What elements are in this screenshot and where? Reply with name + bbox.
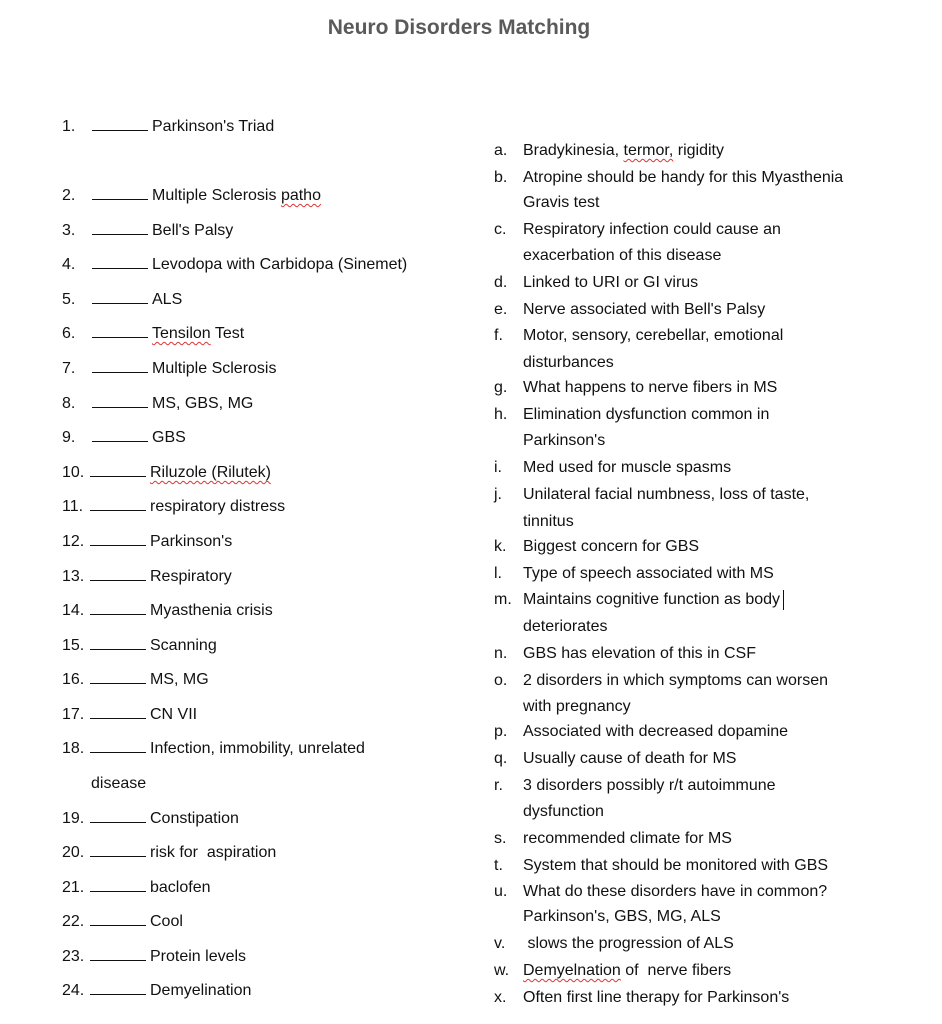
choice-text: System that should be monitored with GBS xyxy=(523,857,829,874)
answer-blank[interactable] xyxy=(90,842,146,857)
choice-text: rigidity xyxy=(673,142,724,159)
choice-letter: e. xyxy=(494,301,508,318)
list-item xyxy=(62,946,246,968)
choice-text: Nerve associated with Bell's Palsy xyxy=(523,301,766,318)
answer-blank[interactable] xyxy=(90,496,146,511)
choice-text: Maintains cognitive function as body xyxy=(523,591,781,608)
choice-text: Biggest concern for GBS xyxy=(523,538,700,555)
answer-blank[interactable] xyxy=(90,462,146,477)
choice-letter: g. xyxy=(494,379,508,396)
spellcheck-word: Tensilon xyxy=(152,325,211,342)
item-number: 5. xyxy=(62,291,76,308)
choice-letter: k. xyxy=(494,538,507,555)
answer-choice xyxy=(494,748,736,770)
choice-letter: q. xyxy=(494,750,508,767)
answer-choice xyxy=(494,881,827,903)
choice-letter: m. xyxy=(494,591,512,608)
answer-blank[interactable] xyxy=(92,254,148,269)
item-text: Cool xyxy=(150,913,183,930)
list-item xyxy=(62,566,232,588)
choice-text-continuation: with pregnancy xyxy=(523,698,631,715)
item-number: 6. xyxy=(62,325,76,342)
answer-blank[interactable] xyxy=(90,704,146,719)
choice-letter: s. xyxy=(494,830,507,847)
item-number: 12. xyxy=(62,533,85,550)
choice-letter: f. xyxy=(494,327,503,344)
spellcheck-word: termor, xyxy=(623,142,674,159)
choice-text: Respiratory infection could cause an xyxy=(523,221,781,238)
answer-blank[interactable] xyxy=(90,808,146,823)
item-number: 22. xyxy=(62,913,85,930)
answer-blank[interactable] xyxy=(92,116,148,131)
item-text: Demyelination xyxy=(150,982,252,999)
choice-text-continuation: Gravis test xyxy=(523,194,600,211)
choice-text: 2 disorders in which symptoms can worsen xyxy=(523,672,829,689)
item-text: Parkinson's Triad xyxy=(152,118,275,135)
item-text: Test xyxy=(210,325,245,342)
choice-text-continuation: dysfunction xyxy=(523,803,604,820)
item-number: 9. xyxy=(62,429,76,446)
answer-blank[interactable] xyxy=(92,323,148,338)
item-number: 14. xyxy=(62,602,85,619)
list-item xyxy=(62,877,211,899)
list-item xyxy=(62,220,233,242)
answer-choice xyxy=(494,670,828,692)
answer-choice xyxy=(494,643,756,665)
answer-choice xyxy=(494,589,784,611)
item-text: Scanning xyxy=(150,637,217,654)
list-item xyxy=(62,393,253,415)
choice-text: Associated with decreased dopamine xyxy=(523,723,789,740)
choice-text: Usually cause of death for MS xyxy=(523,750,737,767)
choice-text: What do these disorders have in common? xyxy=(523,883,828,900)
item-number: 23. xyxy=(62,948,85,965)
answer-blank[interactable] xyxy=(90,531,146,546)
item-number: 4. xyxy=(62,256,76,273)
choice-text-continuation: deteriorates xyxy=(523,618,608,635)
choice-text: Elimination dysfunction common in xyxy=(523,406,770,423)
choice-text-continuation: exacerbation of this disease xyxy=(523,247,722,264)
answer-blank[interactable] xyxy=(92,220,148,235)
list-item xyxy=(62,669,209,691)
answer-choice xyxy=(494,219,781,241)
item-text: Protein levels xyxy=(150,948,247,965)
choice-text: Med used for muscle spasms xyxy=(523,459,732,476)
choice-letter: c. xyxy=(494,221,507,238)
list-item xyxy=(62,808,239,830)
choice-text: Atropine should be handy for this Myasthenia xyxy=(523,169,844,186)
item-number: 1. xyxy=(62,118,76,135)
page-title: Neuro Disorders Matching xyxy=(327,16,591,39)
choice-text: Motor, sensory, cerebellar, emotional xyxy=(523,327,784,344)
choice-letter: x. xyxy=(494,989,507,1006)
choice-letter: t. xyxy=(494,857,503,874)
choice-text: Unilateral facial numbness, loss of taste, xyxy=(523,486,810,503)
answer-blank[interactable] xyxy=(90,980,146,995)
list-item xyxy=(62,980,251,1002)
answer-choice xyxy=(494,299,765,321)
answer-choice xyxy=(494,484,809,506)
list-item xyxy=(62,496,285,518)
item-number: 2. xyxy=(62,187,76,204)
answer-blank[interactable] xyxy=(90,669,146,684)
item-number: 10. xyxy=(62,464,85,481)
answer-blank[interactable] xyxy=(90,911,146,926)
list-item xyxy=(62,531,232,553)
answer-choice xyxy=(494,855,828,877)
list-item xyxy=(62,635,217,657)
answer-choice xyxy=(494,140,724,162)
answer-choice xyxy=(494,721,788,743)
item-number: 17. xyxy=(62,706,85,723)
item-text: Multiple Sclerosis xyxy=(152,360,277,377)
item-number: 3. xyxy=(62,222,76,239)
item-text: risk for aspiration xyxy=(150,844,277,861)
answer-choice xyxy=(494,457,731,479)
item-text: Bell's Palsy xyxy=(152,222,234,239)
item-text: GBS xyxy=(152,429,186,446)
answer-blank[interactable] xyxy=(90,566,146,581)
list-item xyxy=(62,289,182,311)
item-text: Parkinson's xyxy=(150,533,233,550)
list-item xyxy=(62,600,273,622)
answer-choice xyxy=(494,272,698,294)
answer-blank[interactable] xyxy=(92,358,148,373)
item-text-continuation: disease xyxy=(91,775,147,792)
choice-letter: j. xyxy=(494,486,502,503)
answer-blank[interactable] xyxy=(92,289,148,304)
answer-choice xyxy=(494,960,731,982)
choice-text: slows the progression of ALS xyxy=(523,935,734,952)
item-text: Infection, immobility, unrelated xyxy=(150,740,365,757)
answer-choice xyxy=(494,377,777,399)
answer-blank[interactable] xyxy=(90,738,146,753)
item-text: MS, MG xyxy=(150,671,209,688)
answer-blank[interactable] xyxy=(92,393,148,408)
choice-text: Linked to URI or GI virus xyxy=(523,274,699,291)
choice-text: Type of speech associated with MS xyxy=(523,565,774,582)
choice-text: 3 disorders possibly r/t autoimmune xyxy=(523,777,776,794)
item-number: 7. xyxy=(62,360,76,377)
item-number: 21. xyxy=(62,879,85,896)
list-item xyxy=(62,462,271,484)
choice-letter: i. xyxy=(494,459,502,476)
spellcheck-word: Demyelnation xyxy=(523,962,621,979)
item-text: Myasthenia crisis xyxy=(150,602,273,619)
choice-text-continuation: Parkinson's xyxy=(523,432,606,449)
choice-letter: u. xyxy=(494,883,508,900)
item-text: ALS xyxy=(152,291,183,308)
choice-text: Bradykinesia, xyxy=(523,142,624,159)
answer-choice xyxy=(494,563,774,585)
choice-text: Often first line therapy for Parkinson's xyxy=(523,989,790,1006)
answer-choice xyxy=(494,536,699,558)
list-item xyxy=(62,427,186,449)
answer-blank[interactable] xyxy=(90,635,146,650)
choice-letter: p. xyxy=(494,723,508,740)
choice-text-continuation: disturbances xyxy=(523,354,614,371)
choice-letter: a. xyxy=(494,142,508,159)
list-item xyxy=(62,911,183,933)
choice-text-continuation: Parkinson's, GBS, MG, ALS xyxy=(523,908,721,925)
choice-text: of nerve fibers xyxy=(620,962,732,979)
list-item xyxy=(62,842,276,864)
answer-choice xyxy=(494,987,789,1009)
item-text: baclofen xyxy=(150,879,211,896)
list-item xyxy=(62,185,321,207)
list-item xyxy=(62,116,274,138)
item-number: 13. xyxy=(62,568,85,585)
item-number: 20. xyxy=(62,844,85,861)
list-item xyxy=(62,358,276,380)
choice-letter: h. xyxy=(494,406,508,423)
list-item xyxy=(62,704,197,726)
answer-blank[interactable] xyxy=(92,185,148,200)
text-cursor xyxy=(783,590,784,610)
choice-letter: n. xyxy=(494,645,508,662)
answer-blank[interactable] xyxy=(90,877,146,892)
item-text: Constipation xyxy=(150,810,239,827)
spellcheck-word: Riluzole (Rilutek) xyxy=(150,464,271,481)
list-item xyxy=(62,738,365,760)
answer-choice xyxy=(494,775,776,797)
choice-letter: v. xyxy=(494,935,506,952)
item-number: 11. xyxy=(62,498,84,515)
item-text: MS, GBS, MG xyxy=(152,395,254,412)
choice-letter: w. xyxy=(494,962,510,979)
choice-letter: l. xyxy=(494,565,502,582)
choice-text: recommended climate for MS xyxy=(523,830,732,847)
answer-blank[interactable] xyxy=(92,427,148,442)
list-item xyxy=(62,323,244,345)
choice-letter: o. xyxy=(494,672,508,689)
answer-choice xyxy=(494,167,843,189)
answer-choice xyxy=(494,404,769,426)
item-number: 15. xyxy=(62,637,85,654)
item-text: Respiratory xyxy=(150,568,232,585)
item-number: 8. xyxy=(62,395,76,412)
item-number: 18. xyxy=(62,740,85,757)
answer-choice xyxy=(494,325,783,347)
item-text: CN VII xyxy=(150,706,198,723)
choice-text: What happens to nerve fibers in MS xyxy=(523,379,778,396)
answer-blank[interactable] xyxy=(90,946,146,961)
answer-blank[interactable] xyxy=(90,600,146,615)
item-number: 16. xyxy=(62,671,85,688)
item-text: respiratory distress xyxy=(150,498,286,515)
answer-choice xyxy=(494,828,732,850)
item-number: 19. xyxy=(62,810,85,827)
spellcheck-word: patho xyxy=(280,187,321,204)
choice-text-continuation: tinnitus xyxy=(523,513,574,530)
choice-letter: r. xyxy=(494,777,503,794)
list-item xyxy=(62,254,407,276)
item-text: Multiple Sclerosis xyxy=(152,187,281,204)
item-text: Levodopa with Carbidopa (Sinemet) xyxy=(152,256,408,273)
choice-text: GBS has elevation of this in CSF xyxy=(523,645,756,662)
choice-letter: b. xyxy=(494,169,508,186)
item-number: 24. xyxy=(62,982,85,999)
answer-choice xyxy=(494,933,734,955)
choice-letter: d. xyxy=(494,274,508,291)
